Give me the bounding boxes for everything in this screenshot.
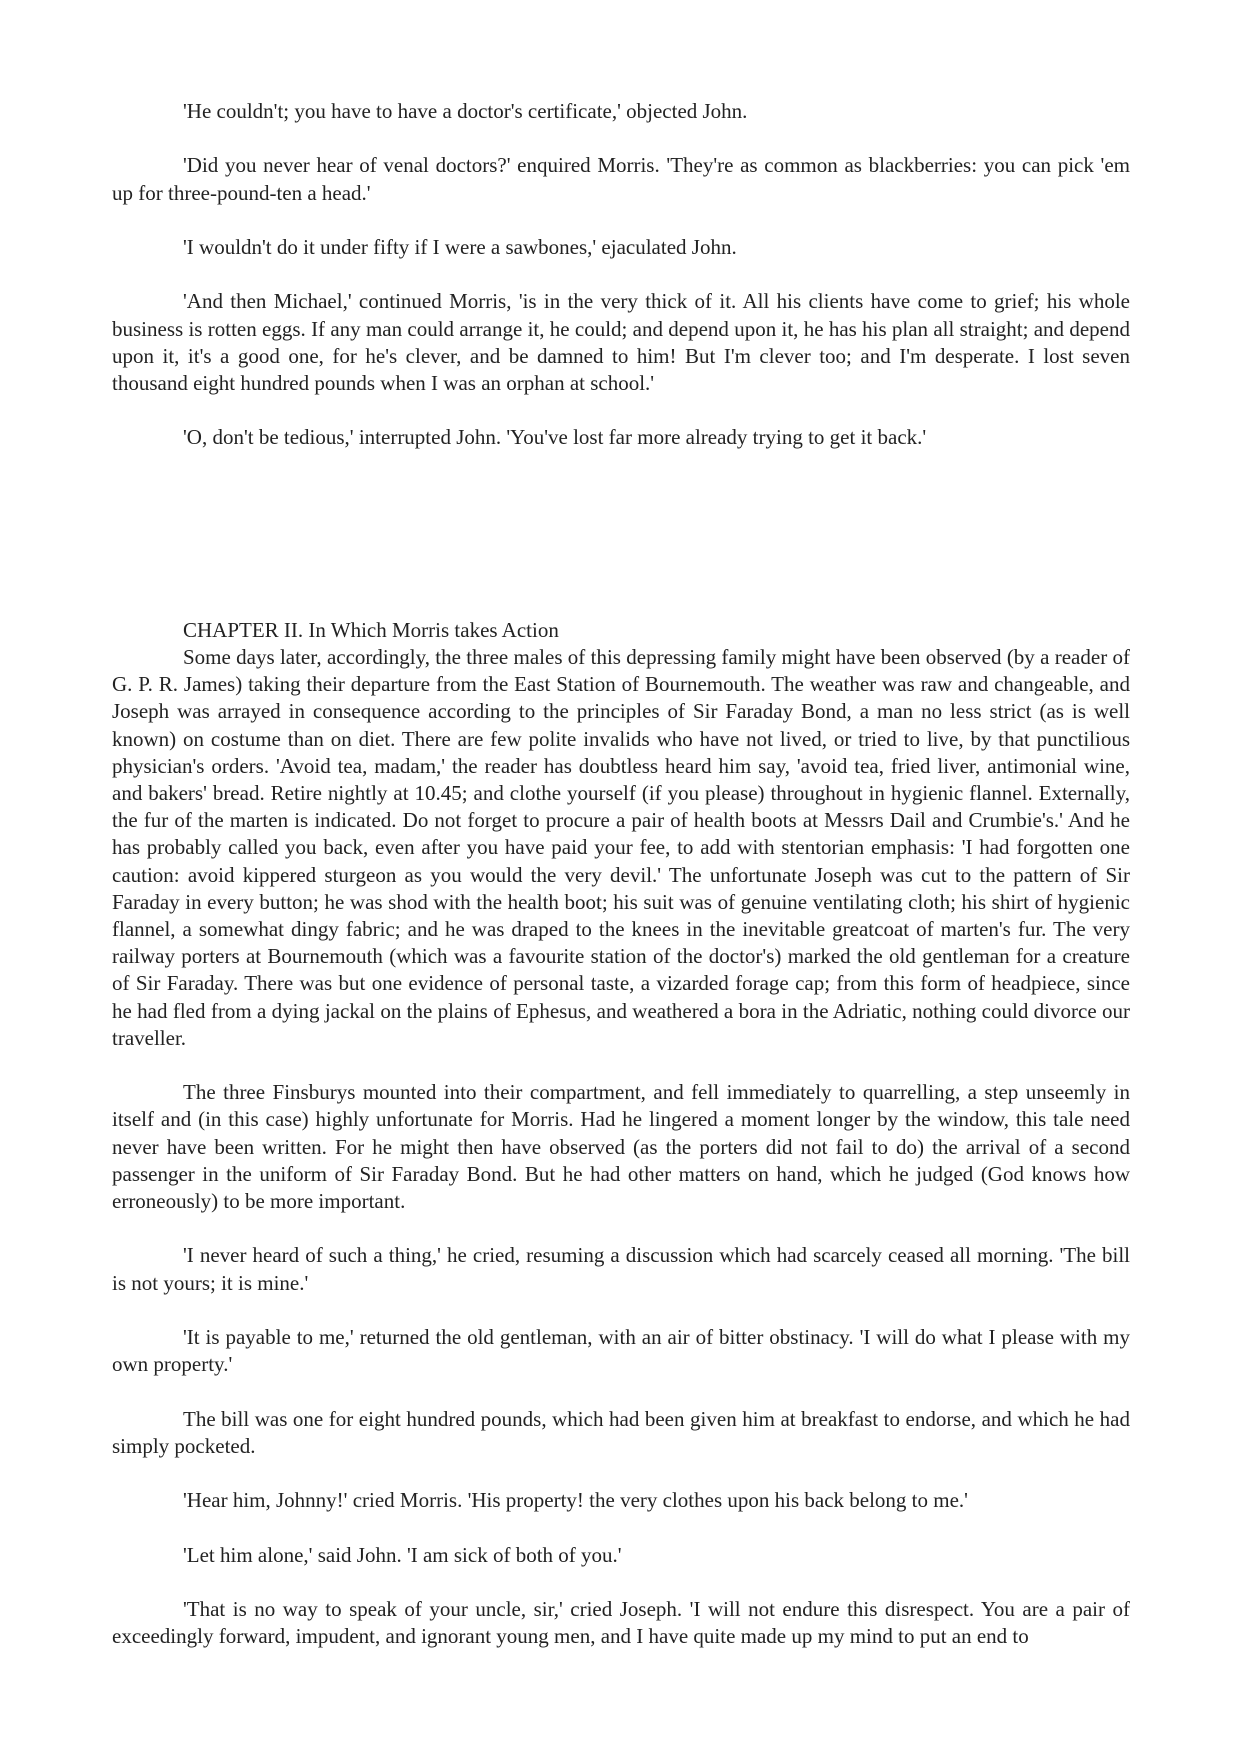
- paragraph: 'O, don't be tedious,' interrupted John. 'You've lost far more already trying to get it back.': [183, 425, 927, 450]
- paragraph: 'He couldn't; you have to have a doctor's certificate,' objected John.: [183, 99, 748, 123]
- section-spacer: [112, 479, 1130, 617]
- paragraph: 'Let him alone,' said John. 'I am sick of both of you.': [183, 1542, 622, 1567]
- paragraph: 'I wouldn't do it under fifty if I were a sawbones,' ejaculated John.: [183, 234, 737, 259]
- paragraph: 'It is payable to me,' returned the old gentleman, with an air of bitter obstinacy. 'I will do what I please with my own property.': [112, 1325, 1130, 1377]
- paragraph: 'Hear him, Johnny!' cried Morris. 'His property! the very clothes upon his back belong to me.': [183, 1488, 968, 1513]
- paragraph: 'I never heard of such a thing,' he cried, resuming a discussion which had scarcely ceased all morning. 'The bill is not yours; it is mine.': [112, 1243, 1130, 1295]
- chapter-title: CHAPTER II. In Which Morris takes Action: [183, 617, 559, 642]
- paragraph: The bill was one for eight hundred pounds, which had been given him at breakfast to endorse, and which he had simply pocketed.: [112, 1406, 1130, 1458]
- paragraph: 'That is no way to speak of your uncle, sir,' cried Joseph. 'I will not endure this disrespect. You are a pair of exceedingly forward, impudent, and ignorant young men, and I have quite made up my mind to put an end to: [112, 1596, 1130, 1649]
- page-content: [112, 98, 1130, 1678]
- paragraph: The three Finsburys mounted into their compartment, and fell immediately to quarrelling, a step unseemly in itself and (in this case) highly unfortunate for Morris. Had he lingered a moment longer by the window, this tale need never have been written. For he might then have observed (as the porters did not fail to do) the arrival of a second passenger in the uniform of Sir Faraday Bond. But he had other matters on hand, which he judged (God knows how erroneously) to be more important.: [112, 1080, 1130, 1214]
- paragraph: 'And then Michael,' continued Morris, 'is in the very thick of it. All his clients have come to grief; his whole business is rotten eggs. If any man could arrange it, he could; and depend upon it, he has his plan all straight; and depend upon it, it's a good one, for he's clever, and be damned to him! But I'm clever too; and I'm desperate. I lost seven thousand eight hundred pounds when I was an orphan at school.': [112, 289, 1130, 395]
- paragraph: 'Did you never hear of venal doctors?' enquired Morris. 'They're as common as blackberries: you can pick 'em up for three-pound-ten a head.': [112, 153, 1130, 205]
- paragraph: Some days later, accordingly, the three males of this depressing family might have been observed (by a reader of G. P. R. James) taking their departure from the East Station of Bournemouth. The weather was raw and changeable, and Joseph was arrayed in consequence according to the principles of Sir Faraday Bond, a man no less strict (as is well known) on costume than on diet. There are few polite invalids who have not lived, or tried to live, by that punctilious physician's orders. 'Avoid tea, madam,' the reader has doubtless heard him say, 'avoid tea, fried liver, antimonial wine, and bakers' bread. Retire nightly at 10.45; and clothe yourself (if you please) throughout in hygienic flannel. Externally, the fur of the marten is indicated. Do not forget to procure a pair of health boots at Messrs Dail and Crumbie's.' And he has probably called you back, even after you have paid your fee, to add with stentorian emphasis: 'I had forgotten one caution: avoid kippered sturgeon as you would the very devil.' The unfortunate Joseph was cut to the pattern of Sir Faraday in every button; he was shod with the health boot; his suit was of genuine ventilating cloth; his shirt of hygienic flannel, a somewhat dingy fabric; and he was draped to the knees in the inevitable greatcoat of marten's fur. The very railway porters at Bournemouth (which was a favourite station of the doctor's) marked the old gentleman for a creature of Sir Faraday. There was but one evidence of personal taste, a vizarded forage cap; from this form of headpiece, since he had fled from a dying jackal on the plains of Ephesus, and weathered a bora in the Adriatic, nothing could divorce our traveller.: [112, 644, 1130, 1050]
